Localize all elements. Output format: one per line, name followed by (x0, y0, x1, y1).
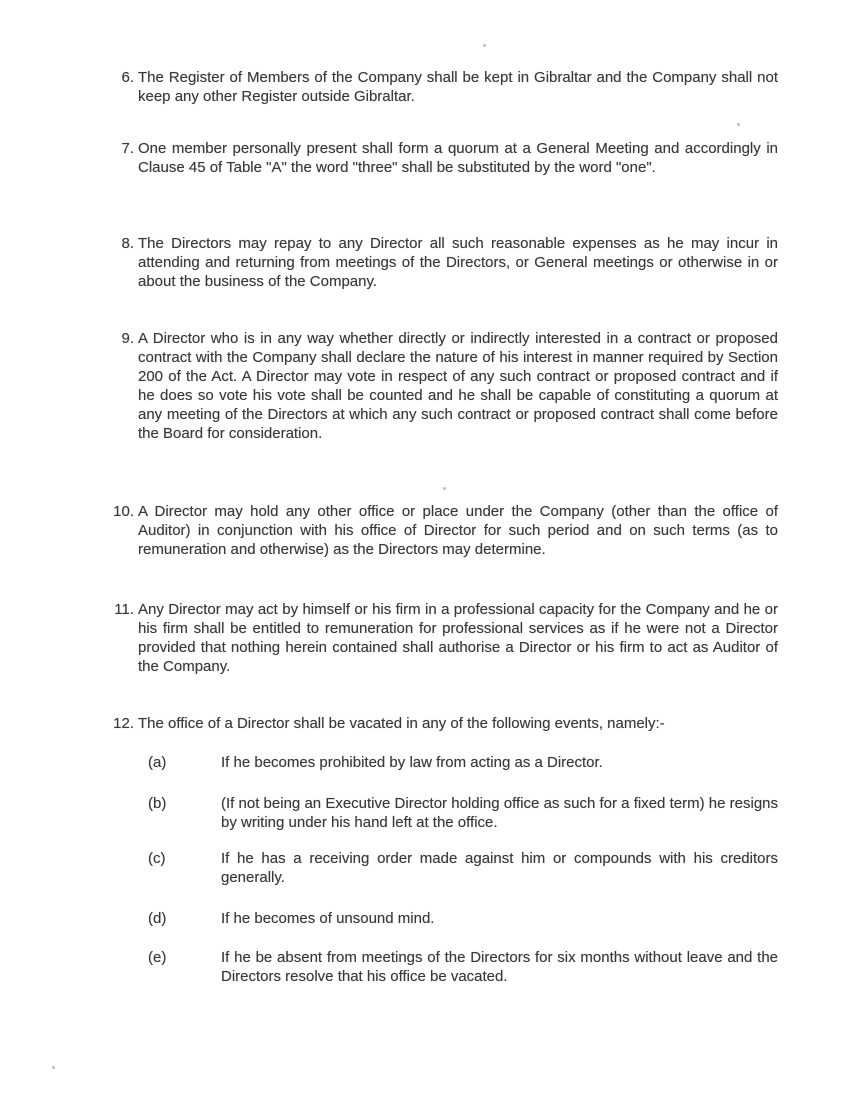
clause-8-text: The Directors may repay to any Director all such reasonable expenses as he may incur in attending and returning from meetings of the Directors, or General meetings or otherwise in or about the business of the Company. (138, 235, 778, 290)
clause-11 (114, 600, 778, 676)
clause-12 (113, 714, 778, 733)
clause-6 (121, 68, 778, 106)
clause-8 (121, 234, 778, 291)
subclause-c (148, 849, 778, 887)
clause-12-text: The office of a Director shall be vacated in any of the following events, namely:- (138, 715, 665, 732)
clause-10 (113, 502, 778, 559)
subclause-d-text: If he becomes of unsound mind. (221, 910, 435, 927)
subclause-e-label: (e) (148, 949, 167, 966)
subclause-b (148, 794, 778, 832)
subclause-a-text: If he becomes prohibited by law from acting as a Director. (221, 754, 603, 771)
clause-9-number: 9. (121, 330, 134, 347)
subclause-a (148, 753, 778, 772)
clause-12-number: 12. (113, 715, 134, 732)
subclause-c-label: (c) (148, 850, 166, 867)
subclause-b-text: (If not being an Executive Director holding office as such for a fixed term) he resigns by writing under his hand left at the office. (221, 795, 778, 831)
clause-10-text: A Director may hold any other office or place under the Company (other than the office of Auditor) in conjunction with his office of Director for such period and on such terms (as to remuneration and otherwise) as the Directors may determine. (138, 503, 778, 558)
subclause-d-label: (d) (148, 910, 167, 927)
subclause-e-text: If he be absent from meetings of the Directors for six months without leave and the Directors resolve that his office be vacated. (221, 949, 778, 985)
subclause-b-label: (b) (148, 795, 167, 812)
scan-speck (52, 1066, 55, 1069)
clause-11-text: Any Director may act by himself or his firm in a professional capacity for the Company and he or his firm shall be entitled to remuneration for professional services as if he were not a Director provided that nothing herein contained shall authorise a Director or his firm to act as Auditor of the Company. (138, 601, 778, 675)
subclause-d (148, 909, 778, 928)
clause-6-text: The Register of Members of the Company shall be kept in Gibraltar and the Company shall not keep any other Register outside Gibraltar. (138, 69, 778, 105)
subclause-a-label: (a) (148, 754, 167, 771)
scan-speck (483, 44, 486, 47)
clause-9-text: A Director who is in any way whether directly or indirectly interested in a contract or proposed contract with the Company shall declare the nature of his interest in manner required by Section 200 of the Act. A Director may vote in respect of any such contract or proposed contract and if he does so vote his vote shall be counted and he shall be capable of constituting a quorum at any meeting of the Directors at which any such contract or proposed contract shall come before the Board for consideration. (138, 330, 778, 442)
subclause-c-text: If he has a receiving order made against him or compounds with his creditors generally. (221, 850, 778, 886)
clause-9 (121, 329, 778, 443)
clause-7-number: 7. (121, 140, 134, 157)
clause-10-number: 10. (113, 503, 134, 520)
clause-7 (121, 139, 778, 177)
scan-speck (443, 487, 446, 490)
scan-speck (737, 123, 740, 126)
clause-7-text: One member personally present shall form a quorum at a General Meeting and accordingly in Clause 45 of Table "A" the word "three" shall be substituted by the word "one". (138, 140, 778, 176)
clause-8-number: 8. (121, 235, 134, 252)
clause-6-number: 6. (121, 69, 134, 86)
clause-11-number: 11. (114, 601, 134, 618)
subclause-e (148, 948, 778, 986)
